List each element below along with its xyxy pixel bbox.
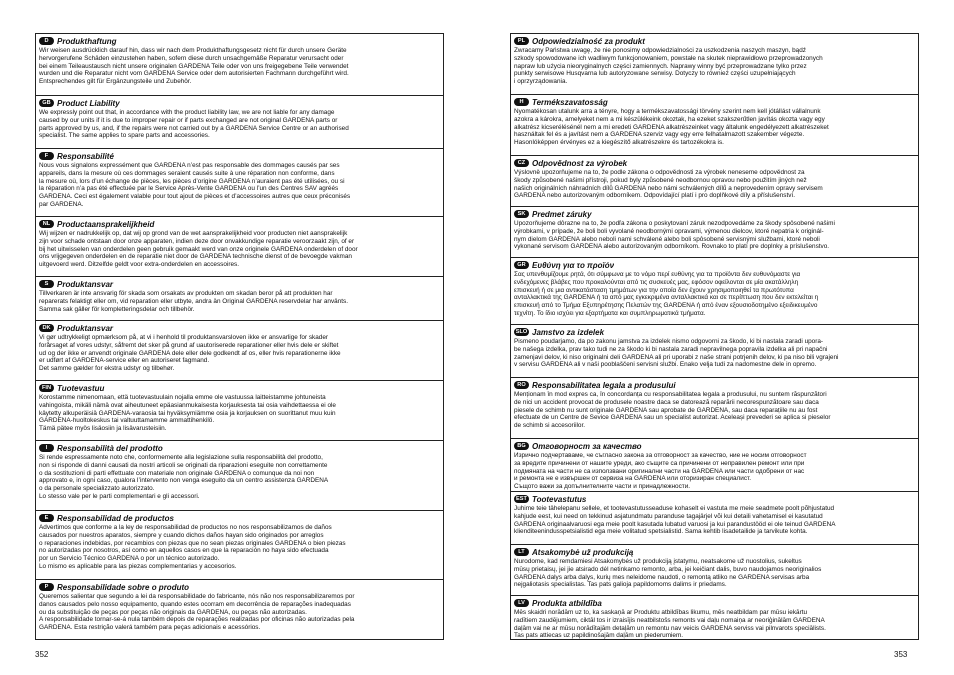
section-gr	[511, 257, 918, 324]
language-badge: F	[39, 152, 54, 160]
language-badge: LV	[514, 599, 529, 607]
section-title: Produkta atbildība	[532, 598, 602, 608]
language-badge: SLO	[515, 329, 528, 335]
section-title: Responsabilità del prodotto	[57, 443, 163, 453]
section-text: Juhime teie tähelepanu sellele, et tootevastutusseaduse kohaselt ei vastuta me meie seadmete poolt põhjustatud kahjude eest, kui need on tekkinud asjatundmatu paranduse tagajärjel või kui detaili vahetamisel ei kasutatud GARDENA originaalvaruosi ega meie poolt kasutada lubatud varuosi ja kui parandustööd ei ole teinud GARDENA klienditeenindusspetsialistid ega meie volitatud spetsialistid. Sama kehtib lisadetailide ja tarvikute kohta.	[514, 505, 836, 536]
language-badge: CZ	[514, 159, 529, 167]
language-badge: LT	[514, 548, 529, 556]
language-badge: SK	[514, 210, 529, 218]
language-badge: E	[39, 514, 54, 522]
section-text: Изрично подчертаваме, че съгласно закона за отговорност за качество, ние не носим отговорност за вредите причинени от нашите уреди, ако същите са причинени от неправилен ремонт или при подмяната на части не са използвани оригинални части на GARDENA или части одобрени от нас и ремонта не е извършен от сервиза на GARDENA или оторизиран специалист. Същото важи за допълнителните части и принадлежности.	[514, 452, 807, 491]
section-text: Wij wijzen er nadrukkelijk op, dat wij op grond van de wet aansprakelijkheid voor producten niet aansprakelijk zijn voor schade ontstaan door onze apparaten, indien deze door onvakkundige reparatie veroorzaakt zijn, of er bij het uitwisselen van onderdelen geen gebruik gemaakt werd van onze originele GARDENA onderdelen of door ons vrijgegeven onderdelen en de reparatie niet door de GARDENA technische dienst of de bevoegde vakman uitgevoerd werd. Ditzelfde geldt voor extra-onderdelen en accessoires.	[39, 230, 358, 269]
language-badge: GB	[39, 99, 54, 107]
section-gb	[36, 95, 443, 148]
section-title: Tootevastutus	[532, 494, 587, 504]
section-title: Ευθύνη για το προϊόν	[532, 260, 615, 270]
section-text: Advertimos que conforme a la ley de responsabilidad de productos no nos responsabilizamos de daños causados por nuestros aparatos, siempre y cuando dichos daños hayan sido originados por arreglos o reparaciones indebidas, por recambios con piezas que no sean piezas originales GARDENA o bien piezas no autorizadas por nosotros, así como en aquellos casos en que la reparación no haya sido efectuada por un Servicio Técnico GARDENA o por un técnico autorizado. Lo mismo es aplicable para las piezas complementarias y accesorios.	[39, 524, 346, 570]
language-badge: H	[514, 98, 529, 106]
section-text: Pismeno poudarjamo, da po zakonu jamstva za izdelek nismo odgovorni za škodo, ki bi nastala zaradi upora- be našega izdelka, prav tako tudi ne za škodo ki bi nastala zaradi nepravilnega popravila izdelka ali pri napačni zamenjavi delov, ki niso originalni deli GARDENA ali pri uporabi z naše strani potrjenih delov, ki pa niso bili vgrajeni v servisu GARDENA ali v naši pooblaščeni servisni službi. Enako velja tudi za nadomestne dele in opremo.	[514, 338, 839, 369]
section-es	[36, 510, 443, 579]
section-text: Zwracamy Państwa uwagę, że nie ponosimy odpowiedzialności za uszkodzenia naszych maszyn, bądź szkody spowodowane ich wadliwym funkcjonowaniem, powstałe na skutek nieprawidłowo przeprowadzonych napraw lub użycia nieoryginalnych części zamiennych. Naprawy winny być przeprowadzane tylko przez punkty serwisowe Husqvarna lub autoryzowane serwisy. Dotyczy to również części uzupełniających i oprzyrządowania.	[514, 47, 823, 86]
section-title: Jamstvo za izdelek	[532, 327, 605, 337]
section-title: Product Liability	[57, 98, 120, 108]
left-column	[35, 33, 444, 640]
language-badge: PL	[514, 37, 529, 45]
language-badge: D	[39, 37, 54, 45]
section-text: Queremos salientar que segundo a lei da responsabilidade do fabricante, nós não nos responsabilizaremos por danos causados pelo nosso equipamento, quando estes ocorram em decorrência de reparações inadequadas ou da substituição de peças por peças não originais da GARDENA, ou peças não autorizadas. A responsabilidade tornar-se-á nula também depois de reparações realizadas por oficinas não autorizadas pela GARDENA. Esta restrição valerá também para peças adicionais e acessórios.	[39, 593, 355, 632]
section-title: Responsabilité	[57, 151, 114, 161]
section-dk	[36, 320, 443, 380]
section-se	[36, 276, 443, 320]
section-fi	[36, 380, 443, 440]
language-badge: GR	[514, 261, 529, 269]
section-text: We expressly point out that, in accordance with the product liability law, we are not liable for any damage caused by our units if it is due to improper repair or if parts exchanged are not original GARDENA parts or parts approved by us, and, if the repairs were not carried out by a GARDENA Service Centre or an authorised specialist. The same applies to spare parts and accessories.	[39, 109, 349, 140]
section-cz	[511, 155, 918, 206]
page-number-right: 353	[894, 650, 908, 659]
language-badge: EST	[514, 495, 529, 503]
section-text: Nous vous signalons expressément que GARDENA n’est pas responsable des dommages causés par ses appareils, dans la mesure où ces dommages seraient causés suite à une réparation non conforme, dans la mesure où, lors d’un échange de pièces, les pièces d’origine GARDENA n’auraient pas été utilisées, ou si la réparation n’a pas été effectuée par le Service Après-Vente GARDENA ou l’un des Centres SAV agréés GARDENA. Ceci est également valable pour tout ajout de pièces et d’accessoires autres que ceux préconisés par GARDENA.	[39, 162, 351, 208]
section-text: Korostamme nimenomaan, että tuotevastuulain nojalla emme ole vastuussa laitteistamme johtuneista vahingoista, mikäli nämä ovat aiheutuneet epäasianmukaisesta korjauksesta tai osia vaihdettaessa ei ole käytetty alkuperäisiä GARDENA-varaosia tai hyväksymiämme osia ja korjauksen on suorittanut muu kuin GARDENA-huoltokeskus tai valtuuttamamme ammattihenkilö. Tämä pätee myös lisäosiin ja lisävarusteisiin.	[39, 394, 336, 433]
section-pt	[36, 579, 443, 639]
section-title: Termékszavatosság	[532, 97, 608, 107]
section-pl	[511, 34, 918, 94]
section-text: Σας υπενθυμίζουμε ρητά, ότι σύμφωνα με το νόμο περί ευθύνης για τα προϊόντα δεν ευθυνόμαστε για ενδεχόμενες βλάβες που προκαλούνται από τις συσκευές μας, εφόσον οφείλονται σε μία ακατάλληλη επισκευή ή σε μια αντικατάσταση τμημάτων για την οποία δεν έχουν χρησιμοποιηθεί τα πρωτότυπα ανταλλακτικά της GARDENA ή τα από μας εγκεκριμένα ανταλλακτικά και σε περίπτωση που δεν εκτελείται η επισκευή από το Τμήμα Εξυπηρέτησης Πελατών της GARDENA ή από έναν εξουσιοδοτημένο εξειδικευμένο τεχνίτη. Το ίδιο ισχύει για εξαρτήματα και συμπληρωματικά τμήματα.	[514, 271, 819, 317]
section-title: Odpowiedzialność za produkt	[532, 36, 645, 46]
language-badge: DK	[39, 324, 54, 332]
section-text: Wir weisen ausdrücklich darauf hin, dass wir nach dem Produkthaftungsgesetz nicht für durch unsere Geräte hervorgerufene Schäden einzustehen haben, sofern diese durch unsachgemäße Reparatur verursacht oder bei einem Teileaustausch nicht unsere originalen GARDENA Teile oder von uns freigegebene Teile verwendet wurden und die Reparatur nicht vom GARDENA Service oder dem autorisierten Fachmann durchgeführt wird. Entsprechendes gilt für Ergänzungsteile und Zubehör.	[39, 47, 349, 86]
section-si	[511, 324, 918, 377]
language-badge: S	[39, 280, 54, 288]
section-text: Tillverkaren är inte ansvarig för skada som orsakats av produkten om skadan beror på att produkten har reparerats felaktigt eller om, vid reparation eller utbyte, andra än Original GARDENA reservdelar har använts. Samma sak gäller för kompletteringsdelar och tillbehör.	[39, 290, 349, 313]
section-text: Nurodome, kad remdamiesi Atsakomybės už produkciją įstatymu, neatsakome už nuostolius, sukeltus mūsų prietaisų, jei jie atsirado dėl netinkamo remonto, arba, jei keičiant dalis, buvo naudojamos neoriginalios GARDENA dalys arba dalys, kurių mes neleidome naudoti, o remontą atliko ne GARDENA servisas arba nejgaliotasis specialistas. Tas pats galioja papildomoms dalims ir priedams.	[514, 558, 822, 589]
section-nl	[36, 216, 443, 276]
page-number-left: 352	[35, 650, 49, 659]
section-it	[36, 440, 443, 510]
language-badge: I	[39, 444, 54, 452]
section-text: Vi gør udtrykkeligt opmærksom på, at vi i henhold til produktansvarsloven ikke er ansvarlige for skader forårsaget af vores udstyr, såfremt det sker på grund af uautoriserede reparationer eller hvis dele er skiftet ud og der ikke er anvendt originale GARDENA dele eller dele godkendt af os, eller hvis reparationerne ikke er udført af GARDENA-service eller en autoriseret fagmand. Det samme gælder for ekstra udstyr og tilbehør.	[39, 334, 341, 373]
section-text: Upozorňujeme dôrazne na to, že podľa zákona o poskytovaní záruk nezodpovedáme za škody spôsobené našimi výrobkami, v prípade, že boli boli vyvolané neodbornými opravami, výmenou dielcov, ktoré nepatria k originál- nym dielom GARDENA alebo neboli nami schválené alebo boli spôsobené servisnými službami, ktoré neboli vykonané servisom GARDENA alebo autorizovaným odborníkom. Rovnako to platí pre doplnky a príslušenstvo.	[514, 220, 835, 251]
section-text: Výslovně upozorňujeme na to, že podle zákona o odpovědnosti za výrobek neneseme odpovědnost za škody způsobené našimi přístroji, pokud byly způsobené neodbornou opravou nebo použitím jiných než našich originálních náhradních dílů GARDENA nebo námi schválených dílů a neprovedením opravy servisem GARDENA nebo autorizovaným odborníkem. Odpovídající platí i pro doplňkové díly a příslušenství.	[514, 169, 823, 200]
section-ro	[511, 377, 918, 438]
section-title: Tuotevastuu	[57, 383, 105, 393]
section-text: Mēs skaidri norādām uz to, ka saskaņā ar Produktu atbildības likumu, mēs neatbildam par mūsu iekārtu radītiem zaudējumiem, ciktāl tos ir izraisījis neatbilstošs remonts vai daļu nomaiņa ar neoriģinālām GARDENA daļām vai ne ar mūsu norādītajām detaļām un remontu nav veicis GARDENA serviss vai pilnvarots speciālists. Tas pats attiecas uz papildinošajām daļām un piederumiem.	[514, 609, 826, 639]
section-text: Si rende espressamente noto che, conformemente alla legislazione sulla responsabilità del prodotto, non si risponde di danni causati da nostri articoli se originati da riparazioni eseguite non correttamente o da sostituzioni di parti effettuate con materiale non originale GARDENA o comunque da noi non approvato e, in ogni caso, qualora l’intervento non venga eseguito da un centro assistenza GARDENA o da personale specializzato autorizzato. Lo stesso vale per le parti complementari e gli accessori.	[39, 454, 329, 500]
section-hu	[511, 94, 918, 155]
section-title: Responsabilidad de productos	[57, 513, 174, 523]
language-badge: BG	[514, 442, 529, 450]
language-badge: P	[39, 583, 54, 591]
section-title: Produktansvar	[57, 323, 114, 333]
section-ee	[511, 491, 918, 544]
section-lv	[511, 595, 918, 639]
language-badge: FIN	[39, 384, 54, 392]
right-column	[510, 33, 919, 640]
section-sk	[511, 206, 918, 257]
section-title: Produktansvar	[57, 279, 114, 289]
section-title: Responsabilitatea legala a produsului	[532, 380, 676, 390]
section-title: Responsabilidade sobre o produto	[57, 582, 190, 592]
section-de	[36, 34, 443, 95]
section-bg	[511, 438, 918, 491]
section-fr	[36, 148, 443, 216]
section-title: Отговорност за качество	[532, 441, 642, 451]
section-lt	[511, 544, 918, 595]
section-text: Menționam în mod expres ca, în concordanța cu responsabilitatea legala a produsului, nu suntem răspunzători de nici un accident provocat de produsele noastre daca se datorează reparării necorespunzătoare sau daca piesele de schimb nu sunt originale GARDENA sau aprobate de GARDENA, sau daca reparațiile nu au fost efectuate de un Centre de Sevice GARDENA sau un specialist autorizat. Aceleași prevederi se aplica si pieselor de schimb si accesoriilor.	[514, 391, 831, 430]
language-badge: NL	[39, 220, 54, 228]
section-title: Produkthaftung	[57, 36, 117, 46]
section-text: Nyomatékosan utalunk arra a tényre, hogy a termékszavatossági törvény szerint nem kell jótállást vállalnunk azokra a károkra, amelyeket nem a mi készülékeink okoztak, ha ezeket szakszerűtlen javítás okozta vagy egy alkatrész kicserélésénél nem a mi eredeti GARDENA alkatrészeinket vagy általunk engedélyezett alkatrészeket használtak fel és a javítást nem a GARDENA szerviz vagy egy erre felhatalmazott szakember végezte. Hasonlóképpen érvényes ez a kiegészítő alkatrészekre és tartozékokra is.	[514, 108, 829, 147]
section-title: Productaansprakelijkheid	[57, 219, 155, 229]
section-title: Predmet záruky	[532, 209, 592, 219]
section-title: Odpovědnost za výrobek	[532, 158, 628, 168]
section-title: Atsakomybė už produkciją	[532, 547, 634, 557]
language-badge: RO	[514, 381, 529, 389]
